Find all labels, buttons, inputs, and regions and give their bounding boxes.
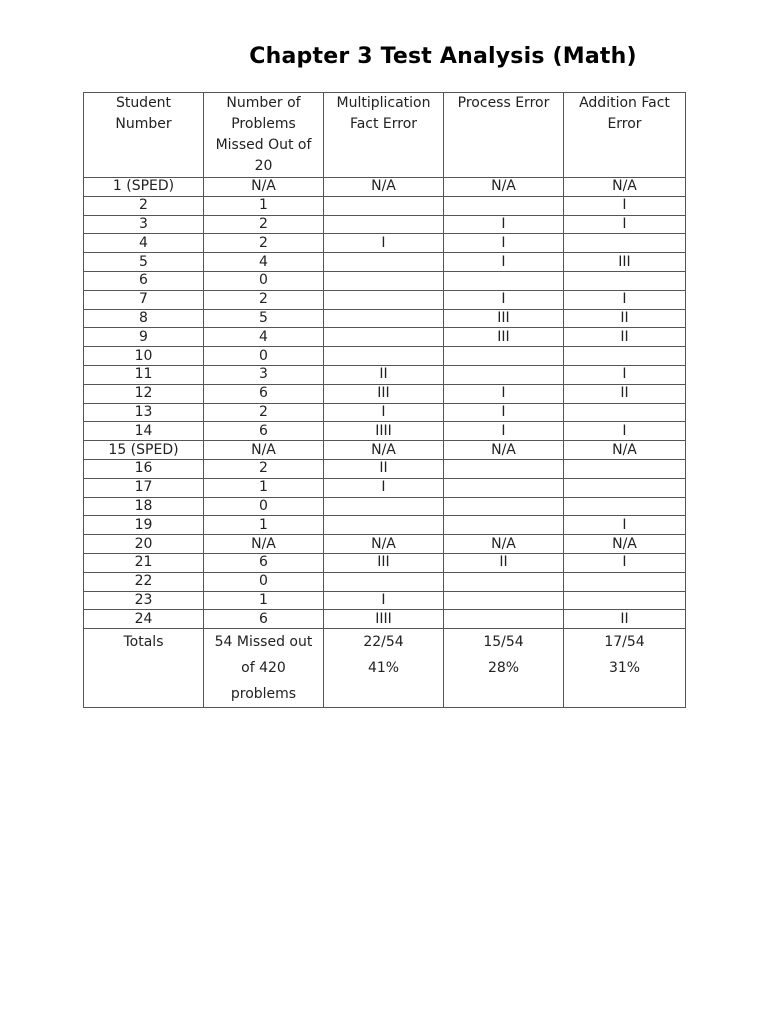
- cell-multiplication-fact-error: IIII: [324, 610, 444, 629]
- cell-process-error: I: [444, 253, 564, 272]
- cell-addition-fact-error: I: [564, 290, 686, 309]
- table-row: [84, 459, 686, 478]
- cell-process-error: II: [444, 553, 564, 572]
- cell-student-number: 7: [84, 290, 204, 309]
- cell-process-error: I: [444, 384, 564, 403]
- cell-problems-missed: 0: [204, 347, 324, 366]
- cell-addition-fact-error: N/A: [564, 178, 686, 197]
- cell-student-number: 8: [84, 309, 204, 328]
- table-row: [84, 591, 686, 610]
- table-row: [84, 610, 686, 629]
- cell-student-number: 3: [84, 215, 204, 234]
- cell-multiplication-fact-error: I: [324, 591, 444, 610]
- table-row: [84, 535, 686, 554]
- cell-process-error: [444, 365, 564, 384]
- cell-process-error: [444, 591, 564, 610]
- cell-process-error: [444, 196, 564, 215]
- cell-multiplication-fact-error: N/A: [324, 441, 444, 460]
- cell-addition-fact-error: [564, 347, 686, 366]
- cell-student-number: 9: [84, 328, 204, 347]
- cell-problems-missed: N/A: [204, 178, 324, 197]
- test-analysis-table: [83, 92, 686, 708]
- cell-addition-fact-error: [564, 459, 686, 478]
- cell-process-error: N/A: [444, 535, 564, 554]
- table-row: [84, 347, 686, 366]
- cell-addition-fact-error: [564, 572, 686, 591]
- cell-addition-fact-error: II: [564, 384, 686, 403]
- cell-addition-fact-error: II: [564, 610, 686, 629]
- cell-process-error: [444, 347, 564, 366]
- cell-student-number: 14: [84, 422, 204, 441]
- cell-problems-missed: 1: [204, 478, 324, 497]
- totals-multiplication-percent: 41%: [367, 660, 400, 677]
- table-row: [84, 497, 686, 516]
- table-row: [84, 384, 686, 403]
- cell-problems-missed: 5: [204, 309, 324, 328]
- page-title: Chapter 3 Test Analysis (Math): [249, 44, 637, 69]
- totals-multiplication: [324, 629, 444, 708]
- totals-missed-line1: 54 Missed out: [214, 634, 313, 651]
- totals-process-percent: 28%: [487, 660, 520, 677]
- cell-problems-missed: N/A: [204, 441, 324, 460]
- table-row: [84, 478, 686, 497]
- cell-addition-fact-error: I: [564, 196, 686, 215]
- cell-addition-fact-error: [564, 478, 686, 497]
- cell-student-number: 24: [84, 610, 204, 629]
- cell-student-number: 22: [84, 572, 204, 591]
- cell-problems-missed: 6: [204, 422, 324, 441]
- cell-student-number: 11: [84, 365, 204, 384]
- cell-problems-missed: 2: [204, 290, 324, 309]
- cell-process-error: [444, 497, 564, 516]
- cell-problems-missed: 1: [204, 516, 324, 535]
- cell-multiplication-fact-error: [324, 328, 444, 347]
- table-body: [84, 178, 686, 629]
- cell-addition-fact-error: I: [564, 215, 686, 234]
- cell-multiplication-fact-error: III: [324, 384, 444, 403]
- cell-multiplication-fact-error: [324, 290, 444, 309]
- cell-addition-fact-error: III: [564, 253, 686, 272]
- cell-student-number: 1 (SPED): [84, 178, 204, 197]
- cell-problems-missed: N/A: [204, 535, 324, 554]
- table-row: [84, 516, 686, 535]
- cell-multiplication-fact-error: [324, 253, 444, 272]
- totals-addition-percent: 31%: [608, 660, 641, 677]
- totals-multiplication-fraction: 22/54: [363, 634, 404, 651]
- cell-problems-missed: 0: [204, 271, 324, 290]
- cell-addition-fact-error: II: [564, 328, 686, 347]
- cell-process-error: [444, 478, 564, 497]
- cell-student-number: 19: [84, 516, 204, 535]
- cell-process-error: [444, 610, 564, 629]
- cell-addition-fact-error: I: [564, 365, 686, 384]
- cell-student-number: 18: [84, 497, 204, 516]
- cell-problems-missed: 4: [204, 328, 324, 347]
- table-row: [84, 441, 686, 460]
- cell-process-error: [444, 516, 564, 535]
- cell-multiplication-fact-error: [324, 516, 444, 535]
- cell-student-number: 20: [84, 535, 204, 554]
- cell-problems-missed: 1: [204, 196, 324, 215]
- cell-problems-missed: 6: [204, 610, 324, 629]
- header-addition-fact-error: Addition Fact Error: [564, 93, 686, 178]
- totals-missed: [204, 629, 324, 708]
- cell-process-error: I: [444, 403, 564, 422]
- cell-multiplication-fact-error: [324, 572, 444, 591]
- table-row: [84, 328, 686, 347]
- cell-process-error: III: [444, 309, 564, 328]
- table-row: [84, 234, 686, 253]
- cell-process-error: I: [444, 290, 564, 309]
- cell-addition-fact-error: [564, 234, 686, 253]
- cell-problems-missed: 2: [204, 234, 324, 253]
- totals-addition: [564, 629, 686, 708]
- cell-student-number: 4: [84, 234, 204, 253]
- cell-student-number: 5: [84, 253, 204, 272]
- table-row: [84, 572, 686, 591]
- cell-problems-missed: 2: [204, 215, 324, 234]
- cell-multiplication-fact-error: I: [324, 403, 444, 422]
- totals-missed-line3: problems: [230, 686, 297, 703]
- cell-student-number: 2: [84, 196, 204, 215]
- cell-addition-fact-error: [564, 271, 686, 290]
- totals-missed-line2: of 420: [241, 660, 286, 677]
- cell-process-error: [444, 572, 564, 591]
- cell-problems-missed: 0: [204, 497, 324, 516]
- cell-student-number: 21: [84, 553, 204, 572]
- cell-student-number: 6: [84, 271, 204, 290]
- cell-multiplication-fact-error: IIII: [324, 422, 444, 441]
- cell-multiplication-fact-error: II: [324, 365, 444, 384]
- cell-multiplication-fact-error: I: [324, 478, 444, 497]
- cell-addition-fact-error: N/A: [564, 441, 686, 460]
- cell-problems-missed: 6: [204, 553, 324, 572]
- cell-multiplication-fact-error: N/A: [324, 535, 444, 554]
- cell-multiplication-fact-error: N/A: [324, 178, 444, 197]
- totals-process: [444, 629, 564, 708]
- cell-addition-fact-error: I: [564, 516, 686, 535]
- cell-multiplication-fact-error: [324, 215, 444, 234]
- cell-addition-fact-error: [564, 591, 686, 610]
- table-row: [84, 422, 686, 441]
- cell-problems-missed: 0: [204, 572, 324, 591]
- cell-student-number: 13: [84, 403, 204, 422]
- cell-multiplication-fact-error: I: [324, 234, 444, 253]
- cell-process-error: N/A: [444, 178, 564, 197]
- cell-multiplication-fact-error: [324, 497, 444, 516]
- cell-process-error: I: [444, 422, 564, 441]
- table-row: [84, 271, 686, 290]
- cell-student-number: 23: [84, 591, 204, 610]
- totals-row: [84, 629, 686, 708]
- cell-problems-missed: 4: [204, 253, 324, 272]
- header-row: [84, 93, 686, 178]
- cell-multiplication-fact-error: II: [324, 459, 444, 478]
- cell-problems-missed: 3: [204, 365, 324, 384]
- table-row: [84, 196, 686, 215]
- cell-problems-missed: 2: [204, 403, 324, 422]
- cell-student-number: 15 (SPED): [84, 441, 204, 460]
- cell-addition-fact-error: II: [564, 309, 686, 328]
- cell-process-error: [444, 459, 564, 478]
- table-row: [84, 290, 686, 309]
- cell-multiplication-fact-error: [324, 347, 444, 366]
- cell-addition-fact-error: [564, 497, 686, 516]
- cell-addition-fact-error: [564, 403, 686, 422]
- header-problems-missed: Number of Problems Missed Out of 20: [204, 93, 324, 178]
- cell-problems-missed: 1: [204, 591, 324, 610]
- cell-addition-fact-error: N/A: [564, 535, 686, 554]
- table-row: [84, 403, 686, 422]
- header-multiplication-fact-error: Multiplication Fact Error: [324, 93, 444, 178]
- cell-multiplication-fact-error: III: [324, 553, 444, 572]
- cell-addition-fact-error: I: [564, 553, 686, 572]
- cell-process-error: N/A: [444, 441, 564, 460]
- cell-problems-missed: 2: [204, 459, 324, 478]
- header-student-number: Student Number: [84, 93, 204, 178]
- cell-process-error: [444, 271, 564, 290]
- cell-student-number: 17: [84, 478, 204, 497]
- cell-multiplication-fact-error: [324, 196, 444, 215]
- totals-label: Totals: [84, 629, 204, 708]
- table-row: [84, 309, 686, 328]
- table-row: [84, 365, 686, 384]
- table-row: [84, 215, 686, 234]
- totals-process-fraction: 15/54: [483, 634, 524, 651]
- cell-student-number: 12: [84, 384, 204, 403]
- cell-student-number: 16: [84, 459, 204, 478]
- cell-process-error: I: [444, 215, 564, 234]
- cell-student-number: 10: [84, 347, 204, 366]
- cell-multiplication-fact-error: [324, 271, 444, 290]
- cell-process-error: III: [444, 328, 564, 347]
- cell-problems-missed: 6: [204, 384, 324, 403]
- cell-multiplication-fact-error: [324, 309, 444, 328]
- table-row: [84, 253, 686, 272]
- table-row: [84, 178, 686, 197]
- cell-addition-fact-error: I: [564, 422, 686, 441]
- table-row: [84, 553, 686, 572]
- header-process-error: Process Error: [444, 93, 564, 178]
- cell-process-error: I: [444, 234, 564, 253]
- totals-addition-fraction: 17/54: [604, 634, 645, 651]
